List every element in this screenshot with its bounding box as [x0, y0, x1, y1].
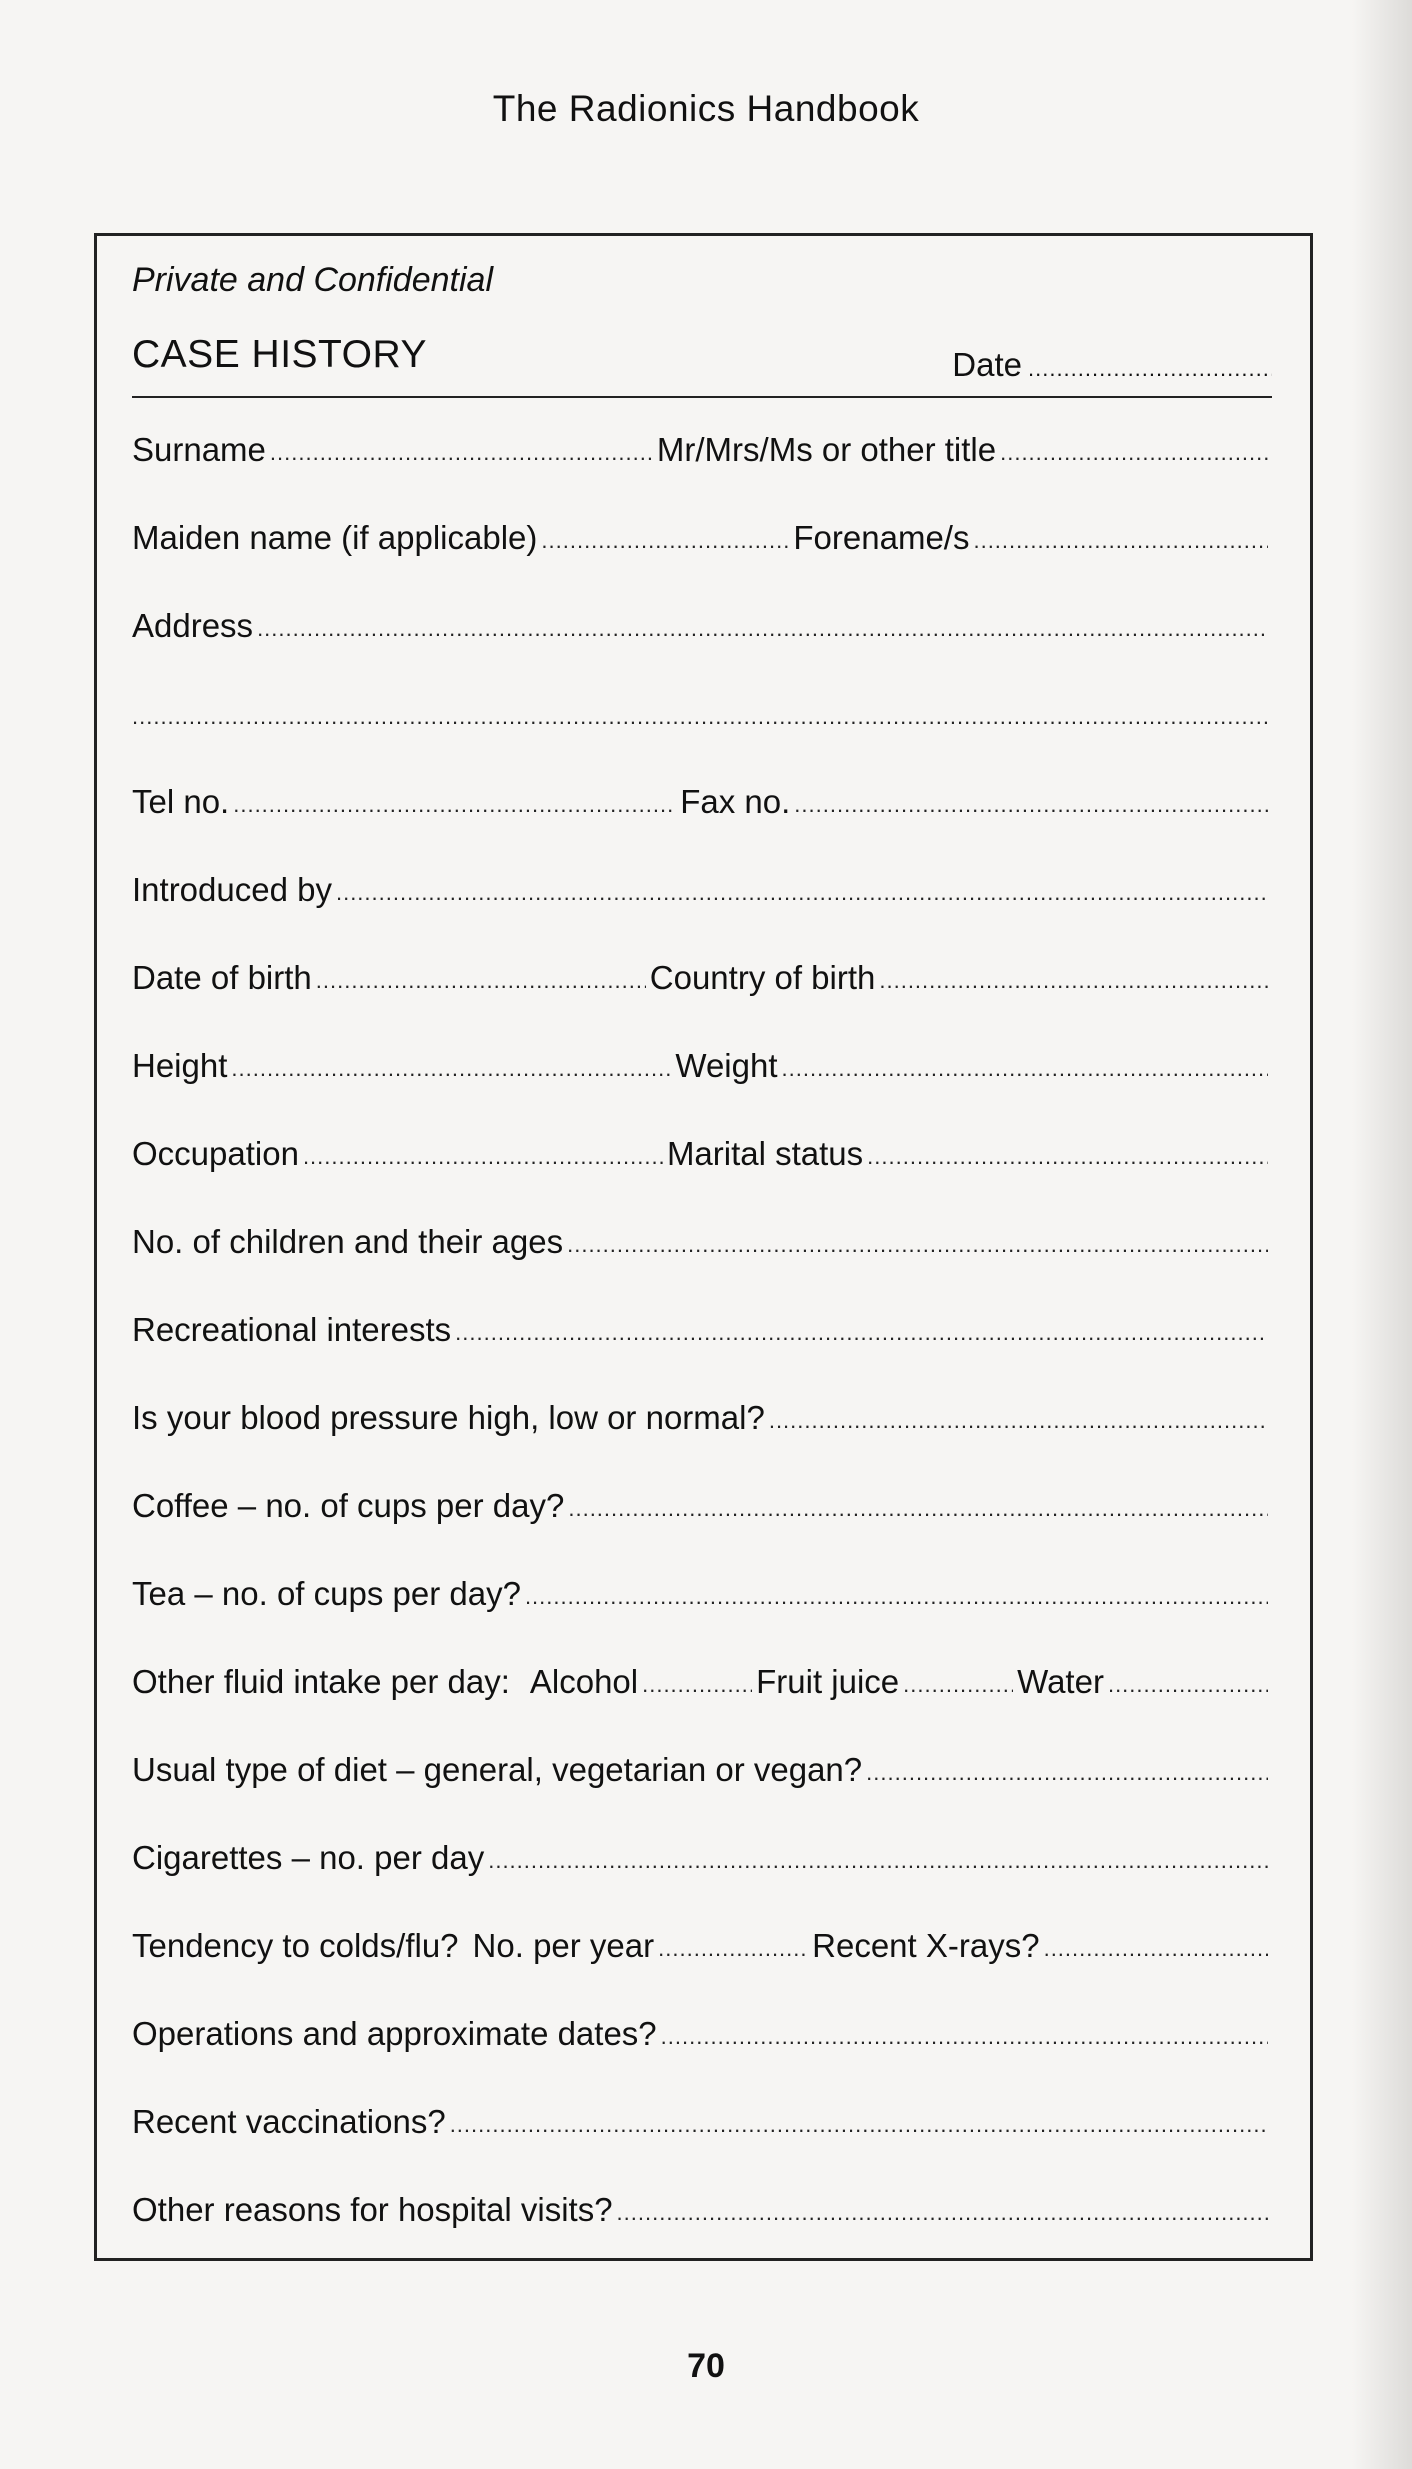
cigarettes-label: Cigarettes – no. per day: [132, 1839, 485, 1876]
date-label: Date: [952, 346, 1022, 383]
operations-row: [132, 2006, 1272, 2050]
alcohol-blank[interactable]: [642, 1674, 752, 1696]
maiden-blank[interactable]: [541, 530, 789, 552]
vaccinations-blank[interactable]: [450, 2114, 1268, 2136]
operations-label: Operations and approximate dates?: [132, 2015, 657, 2052]
address-blank-2[interactable]: [132, 706, 1268, 728]
dob-row: [132, 950, 1272, 994]
xrays-label: Recent X-rays?: [812, 1927, 1040, 1964]
tea-blank[interactable]: [525, 1586, 1268, 1608]
dob-blank[interactable]: [316, 970, 646, 992]
country-blank[interactable]: [879, 970, 1268, 992]
fruit-juice-label: Fruit juice: [756, 1663, 900, 1700]
recreational-blank[interactable]: [455, 1322, 1268, 1344]
coffee-blank[interactable]: [568, 1498, 1268, 1520]
marital-blank[interactable]: [867, 1146, 1268, 1168]
water-label: Water: [1017, 1663, 1104, 1700]
confidential-label: Private and Confidential: [132, 261, 494, 299]
weight-blank[interactable]: [782, 1058, 1268, 1080]
tea-row: [132, 1566, 1272, 1610]
title-label: Mr/Mrs/Ms or other title: [656, 431, 997, 468]
fluid-row: [132, 1654, 1272, 1698]
cigarettes-blank[interactable]: [488, 1850, 1268, 1872]
running-head: The Radionics Handbook: [492, 88, 920, 129]
coffee-label: Coffee – no. of cups per day?: [132, 1487, 565, 1524]
hospital-row: [132, 2182, 1272, 2226]
colds-label: Tendency to colds/flu?: [132, 1927, 459, 1964]
forename-blank[interactable]: [973, 530, 1268, 552]
per-year-blank[interactable]: [658, 1938, 808, 1960]
occupation-label: Occupation: [132, 1135, 299, 1172]
introduced-row: [132, 862, 1272, 906]
recreational-label: Recreational interests: [132, 1311, 452, 1348]
children-blank[interactable]: [567, 1234, 1268, 1256]
date-field[interactable]: [952, 346, 1272, 384]
per-year-label: No. per year: [472, 1927, 655, 1964]
fluid-label: Other fluid intake per day:: [132, 1663, 510, 1700]
diet-blank[interactable]: [866, 1762, 1268, 1784]
title-blank[interactable]: [1000, 442, 1268, 464]
tea-label: Tea – no. of cups per day?: [132, 1575, 521, 1612]
cigarettes-row: [132, 1830, 1272, 1874]
surname-blank[interactable]: [270, 442, 653, 464]
address-row: [132, 598, 1272, 642]
blood-pressure-blank[interactable]: [769, 1410, 1268, 1432]
forename-label: Forename/s: [793, 519, 970, 556]
marital-label: Marital status: [666, 1135, 864, 1172]
page-number: 70: [687, 2347, 725, 2385]
fruit-juice-blank[interactable]: [903, 1674, 1013, 1696]
vaccinations-label: Recent vaccinations?: [132, 2103, 446, 2140]
water-blank[interactable]: [1108, 1674, 1268, 1696]
height-label: Height: [132, 1047, 228, 1084]
height-row: [132, 1038, 1272, 1082]
operations-blank[interactable]: [661, 2026, 1268, 2048]
diet-label: Usual type of diet – general, vegetarian or vegan?: [132, 1751, 863, 1788]
height-blank[interactable]: [231, 1058, 671, 1080]
tel-label: Tel no.: [132, 783, 230, 820]
hospital-blank[interactable]: [617, 2202, 1268, 2224]
colds-row: [132, 1918, 1272, 1962]
fax-blank[interactable]: [794, 794, 1268, 816]
date-blank[interactable]: [1028, 356, 1272, 382]
address-blank[interactable]: [257, 618, 1268, 640]
fax-label: Fax no.: [680, 783, 791, 820]
title-rule: [132, 396, 1272, 398]
children-row: [132, 1214, 1272, 1258]
blood-pressure-label: Is your blood pressure high, low or normal?: [132, 1399, 765, 1436]
tel-blank[interactable]: [233, 794, 676, 816]
surname-row: [132, 422, 1272, 466]
introduced-label: Introduced by: [132, 871, 332, 908]
address-label: Address: [132, 607, 254, 644]
country-label: Country of birth: [649, 959, 876, 996]
introduced-blank[interactable]: [336, 882, 1268, 904]
maiden-label: Maiden name (if applicable): [132, 519, 538, 556]
children-label: No. of children and their ages: [132, 1223, 564, 1260]
address-row-2: [132, 686, 1272, 730]
recreational-row: [132, 1302, 1272, 1346]
vaccinations-row: [132, 2094, 1272, 2138]
tel-row: [132, 774, 1272, 818]
alcohol-label: Alcohol: [529, 1663, 639, 1700]
page-edge-shadow: [1352, 0, 1412, 2469]
maiden-row: [132, 510, 1272, 554]
xrays-blank[interactable]: [1044, 1938, 1268, 1960]
form-title: CASE HISTORY: [132, 333, 427, 376]
diet-row: [132, 1742, 1272, 1786]
blood-pressure-row: [132, 1390, 1272, 1434]
dob-label: Date of birth: [132, 959, 312, 996]
weight-label: Weight: [675, 1047, 778, 1084]
occupation-blank[interactable]: [303, 1146, 663, 1168]
occupation-row: [132, 1126, 1272, 1170]
coffee-row: [132, 1478, 1272, 1522]
surname-label: Surname: [132, 431, 266, 468]
hospital-label: Other reasons for hospital visits?: [132, 2191, 613, 2228]
